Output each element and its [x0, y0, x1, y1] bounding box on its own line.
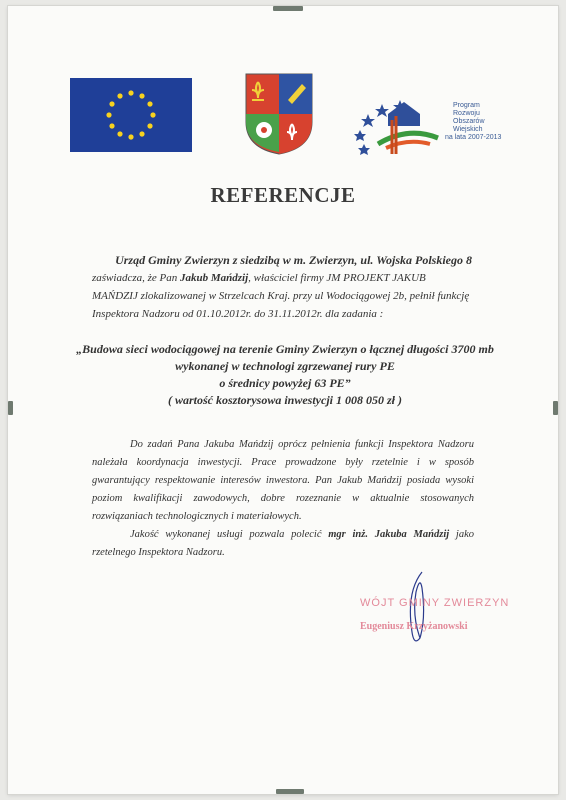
person-name: Jakub Mańdzij [180, 272, 249, 284]
stamp-title: WÓJT GMINY ZWIERZYN [360, 597, 510, 609]
intro-body [92, 269, 472, 323]
duties-text: Do zadań Pana Jakuba Mańdzij oprócz pełnienia funkcji Inspektora Nadzoru należała koordynacja inwestycji. Prace prowadzone były rzetelnie i w sposób gwarantujący respektowanie interesów inwestora. Pan Jakub Mańdzij posiada wysoki poziom kwalifikacji zawodowych, dobre rozeznanie w aktualnie stosowanych rozwiązaniach technologicznych i materiałowych. [92, 439, 474, 522]
intro-text-1: zaświadcza, że Pan [92, 272, 180, 284]
project-line-1: „Budowa sieci wodociągowej na terenie Gminy Zwierzyn o łącznej długości 3700 mb [76, 342, 494, 356]
frame-clip-top [273, 6, 303, 11]
frame-clip-right [553, 401, 558, 415]
prow-line: na lata 2007-2013 [445, 134, 502, 141]
prow-logo-text [445, 102, 505, 142]
project-description [70, 341, 500, 409]
recommendation-text-a: Jakość wykonanej usługi pozwala polecić [130, 529, 329, 540]
coat-of-arms-icon [244, 72, 314, 156]
project-line-4: ( wartość kosztorysowa inwestycji 1 008 050 zł ) [167, 393, 402, 407]
intro-paragraph [92, 251, 472, 323]
prow-line: Program [453, 102, 480, 109]
project-line-3: o średnicy powyżej 63 PE” [219, 376, 351, 390]
frame-clip-left [8, 401, 13, 415]
recommendation-paragraph [92, 526, 474, 562]
office-line: Urząd Gminy Zwierzyn z siedzibą w m. Zwierzyn, ul. Wojska Polskiego 8 [115, 253, 472, 267]
eu-flag-icon [70, 78, 192, 152]
project-line-2: wykonanej w technologi zgrzewanej rury PE [175, 359, 395, 373]
signature-icon [400, 570, 440, 650]
prow-line: Wiejskich [453, 126, 483, 133]
recommended-person: mgr inż. Jakuba Mańdzij [328, 529, 450, 540]
stamp-name: Eugeniusz Krzyżanowski [360, 621, 468, 632]
prow-logo-icon [348, 84, 448, 160]
prow-logo [348, 84, 502, 160]
frame-clip-bottom [276, 789, 304, 794]
intro-text-2: , właściciel firmy JM PROJEKT JAKUB MAŃDZIJ zlokalizowanej w Strzelcach Kraj. przy ul Wodociągowej 2b, pełnił funkcję Inspektora Nadzoru od 01.10.2012r. do 31.11.2012r. dla zadania : [92, 272, 470, 320]
duties-paragraph [92, 436, 474, 562]
prow-line: Obszarów [453, 118, 485, 125]
page-title: REFERENCJE [210, 183, 356, 207]
recommendation-text-c: jako rzetelnego Inspektora Nadzoru. [92, 529, 474, 558]
prow-line: Rozwoju [453, 110, 480, 117]
